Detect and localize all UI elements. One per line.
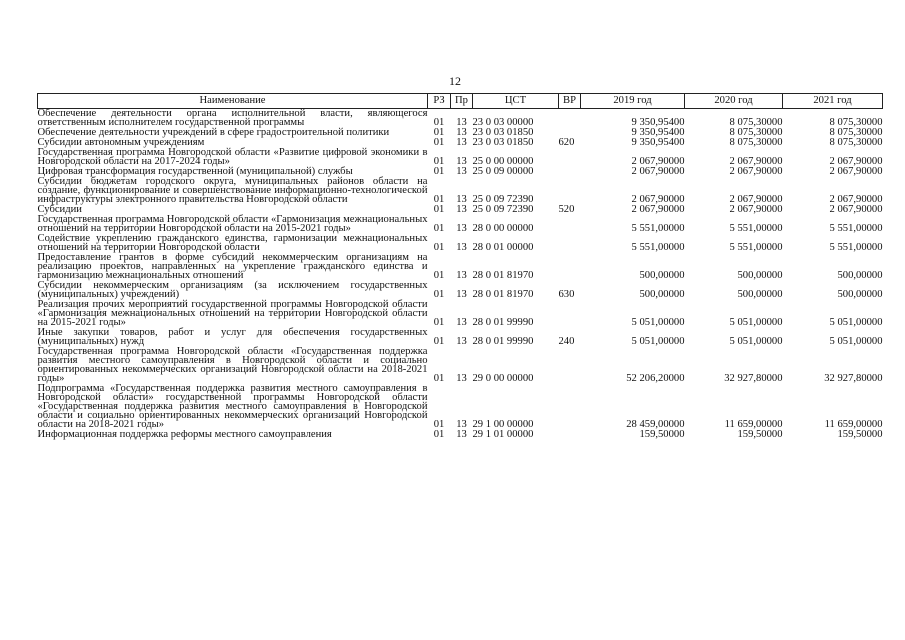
row-name: Обеспечение деятельности учреждений в сфере градостроительной политики: [37, 127, 390, 138]
row-2021: 2 067,90000: [829, 204, 883, 215]
table-row: [38, 347, 883, 384]
row-2021: 5 051,00000: [829, 317, 883, 328]
row-cst: 25 0 09 00000: [472, 166, 534, 177]
row-vr: [559, 430, 581, 440]
row-2021: 11 659,00000: [824, 419, 883, 430]
row-2019: 2 067,90000: [631, 166, 685, 177]
row-name: Информационная поддержка реформы местного самоуправления: [37, 429, 332, 440]
row-rz: 01: [433, 117, 445, 128]
row-rz: 01: [433, 127, 445, 138]
row-vr: [559, 148, 581, 167]
row-rz: 01: [433, 289, 445, 300]
row-2021: 8 075,30000: [829, 117, 883, 128]
table-row: [38, 328, 883, 347]
header-name: Наименование: [38, 94, 428, 109]
table-row: [38, 430, 883, 440]
row-cst: 23 0 03 00000: [472, 117, 534, 128]
row-vr: [559, 384, 581, 430]
row-2021: 5 551,00000: [829, 223, 883, 234]
row-vr: [559, 347, 581, 384]
row-2020: 8 075,30000: [729, 117, 783, 128]
table-row: [38, 281, 883, 300]
row-2021: 5 551,00000: [829, 242, 883, 253]
row-2019: 500,00000: [639, 270, 685, 281]
row-vr: [559, 215, 581, 234]
row-cst: 25 0 09 72390: [472, 204, 534, 215]
row-vr: [559, 167, 581, 177]
row-2021: 8 075,30000: [829, 127, 883, 138]
row-pr: 13: [456, 223, 467, 234]
row-2021: 2 067,90000: [829, 166, 883, 177]
row-vr: [559, 300, 581, 328]
row-2020: 2 067,90000: [729, 204, 783, 215]
row-2021: 5 051,00000: [829, 336, 883, 347]
row-pr: 13: [456, 194, 467, 205]
row-name: Содействие укреплению гражданского единства, гармонизации межнациональных отношений на территории Новгородской области: [37, 233, 428, 253]
row-name: Государственная программа Новгородской области «Развитие цифровой экономики в Новгородской области на 2017-2024 годы»: [37, 147, 428, 167]
row-2021: 500,00000: [837, 289, 883, 300]
table-row: [38, 109, 883, 129]
header-2021: 2021 год: [783, 94, 883, 109]
row-cst: 28 0 01 81970: [472, 270, 534, 281]
table-row: [38, 234, 883, 253]
row-rz: 01: [433, 419, 445, 430]
row-2020: 5 051,00000: [729, 317, 783, 328]
row-cst: 28 0 01 00000: [472, 242, 534, 253]
row-name: Государственная программа Новгородской области «Гармонизация межнациональных отношений на территории Новгородской области на 2015-2021 годы»: [37, 214, 428, 234]
row-rz: 01: [433, 242, 445, 253]
row-2020: 5 051,00000: [729, 336, 783, 347]
row-pr: 13: [456, 270, 467, 281]
row-rz: 01: [433, 270, 445, 281]
row-rz: 01: [433, 223, 445, 234]
row-pr: 13: [456, 373, 467, 384]
row-name: Обеспечение деятельности органа исполнительной власти, являющегося ответственным исполнителем государственной программы: [37, 108, 428, 128]
table-row: [38, 148, 883, 167]
row-pr: 13: [456, 156, 467, 167]
row-2020: 2 067,90000: [729, 194, 783, 205]
row-rz: 01: [433, 204, 445, 215]
row-name: Подпрограмма «Государственная поддержка развития местного самоуправления в Новгородской области» государственной программы Новгородской области «Государственная поддержка развития местного самоуправления в Новгородской области и социально ориентированных некоммерческих организаций Новгородской области на 2018-2021 годы»: [37, 383, 428, 430]
row-2019: 5 551,00000: [631, 223, 685, 234]
row-rz: 01: [433, 166, 445, 177]
row-pr: 13: [456, 127, 467, 138]
row-2020: 5 551,00000: [729, 242, 783, 253]
page-number: 12: [449, 74, 461, 88]
row-2020: 8 075,30000: [729, 127, 783, 138]
row-name: Иные закупки товаров, работ и услуг для обеспечения государственных (муниципальных) нужд: [37, 327, 428, 347]
header-2020: 2020 год: [685, 94, 783, 109]
row-rz: 01: [433, 317, 445, 328]
row-2020: 2 067,90000: [729, 166, 783, 177]
row-rz: 01: [433, 429, 445, 440]
header-cst: ЦСТ: [473, 94, 559, 109]
row-cst: 25 0 00 00000: [472, 156, 534, 167]
table-row: [38, 384, 883, 430]
row-name: Субсидии некоммерческим организациям (за исключением государственных (муниципальных) учреждений): [37, 280, 428, 300]
row-2021: 2 067,90000: [829, 156, 883, 167]
row-pr: 13: [456, 317, 467, 328]
row-cst: 23 0 03 01850: [472, 127, 534, 138]
row-2019: 159,50000: [639, 429, 685, 440]
row-pr: 13: [456, 242, 467, 253]
row-2019: 9 350,95400: [631, 137, 685, 148]
header-pr: Пр: [451, 94, 473, 109]
row-rz: 01: [433, 373, 445, 384]
row-2019: 52 206,20000: [626, 373, 685, 384]
row-rz: 01: [433, 194, 445, 205]
row-rz: 01: [433, 137, 445, 148]
row-2021: 2 067,90000: [829, 194, 883, 205]
row-cst: 28 0 01 81970: [472, 289, 534, 300]
row-2019: 2 067,90000: [631, 156, 685, 167]
row-2019: 500,00000: [639, 289, 685, 300]
row-2021: 32 927,80000: [824, 373, 883, 384]
row-name: Цифровая трансформация государственной (муниципальной) службы: [37, 166, 353, 177]
row-vr: [559, 109, 581, 129]
row-name: Предоставление грантов в форме субсидий некоммерческим организациям на реализацию проектов, направленных на укрепление гражданского единства и гармонизацию межнациональных отношений: [37, 252, 428, 281]
table-row: [38, 253, 883, 281]
row-pr: 13: [456, 336, 467, 347]
row-pr: 13: [456, 117, 467, 128]
header-vr: ВР: [559, 94, 581, 109]
row-vr: 620: [558, 137, 575, 148]
row-pr: 13: [456, 289, 467, 300]
table-row: [38, 215, 883, 234]
row-2021: 8 075,30000: [829, 137, 883, 148]
row-2020: 11 659,00000: [724, 419, 783, 430]
row-2020: 500,00000: [737, 289, 783, 300]
table-header-row: [38, 94, 883, 109]
row-cst: 28 0 01 99990: [472, 317, 534, 328]
table-row: [38, 300, 883, 328]
row-cst: 29 1 01 00000: [472, 429, 534, 440]
row-vr: [559, 234, 581, 253]
row-2020: 2 067,90000: [729, 156, 783, 167]
row-cst: 28 0 00 00000: [472, 223, 534, 234]
row-vr: 630: [558, 289, 575, 300]
row-name: Государственная программа Новгородской области «Государственная поддержка развития местного самоуправления в Новгородской области и социально ориентированных некоммерческих организаций Новгородской области на 2018-2021 годы»: [37, 346, 428, 384]
table-row: [38, 177, 883, 205]
row-pr: 13: [456, 166, 467, 177]
row-cst: 29 1 00 00000: [472, 419, 534, 430]
row-pr: 13: [456, 419, 467, 430]
row-2019: 2 067,90000: [631, 194, 685, 205]
row-pr: 13: [456, 429, 467, 440]
row-pr: 13: [456, 137, 467, 148]
row-rz: 01: [433, 336, 445, 347]
row-2021: 159,50000: [837, 429, 883, 440]
row-2020: 32 927,80000: [724, 373, 783, 384]
header-2019: 2019 год: [581, 94, 685, 109]
row-2021: 500,00000: [837, 270, 883, 281]
row-rz: 01: [433, 156, 445, 167]
row-2019: 9 350,95400: [631, 117, 685, 128]
row-2020: 8 075,30000: [729, 137, 783, 148]
row-cst: 29 0 00 00000: [472, 373, 534, 384]
row-pr: 13: [456, 204, 467, 215]
row-2019: 2 067,90000: [631, 204, 685, 215]
row-2019: 5 051,00000: [631, 317, 685, 328]
row-name: Субсидии автономным учреждениям: [37, 137, 205, 148]
row-vr: [559, 177, 581, 205]
row-2019: 5 051,00000: [631, 336, 685, 347]
row-name: Реализация прочих мероприятий государственной программы Новгородской области «Гармонизация межнациональных отношений на территории Новгородской области на 2015-2021 годы»: [37, 299, 428, 328]
row-2020: 500,00000: [737, 270, 783, 281]
row-name: Субсидии: [37, 204, 82, 215]
row-2019: 5 551,00000: [631, 242, 685, 253]
row-2019: 28 459,00000: [626, 419, 685, 430]
header-rz: РЗ: [428, 94, 451, 109]
row-cst: 25 0 09 72390: [472, 194, 534, 205]
row-2020: 159,50000: [737, 429, 783, 440]
row-cst: 28 0 01 99990: [472, 336, 534, 347]
budget-table: [37, 93, 883, 440]
row-vr: 240: [558, 336, 575, 347]
row-vr: 520: [558, 204, 575, 215]
row-name: Субсидии бюджетам городского округа, муниципальных районов области на создание, функционирование и совершенствование информационно-технологической инфраструктуры электронного правительства Новгородской области: [37, 176, 428, 205]
row-vr: [559, 253, 581, 281]
row-2020: 5 551,00000: [729, 223, 783, 234]
row-2019: 9 350,95400: [631, 127, 685, 138]
row-cst: 23 0 03 01850: [472, 137, 534, 148]
